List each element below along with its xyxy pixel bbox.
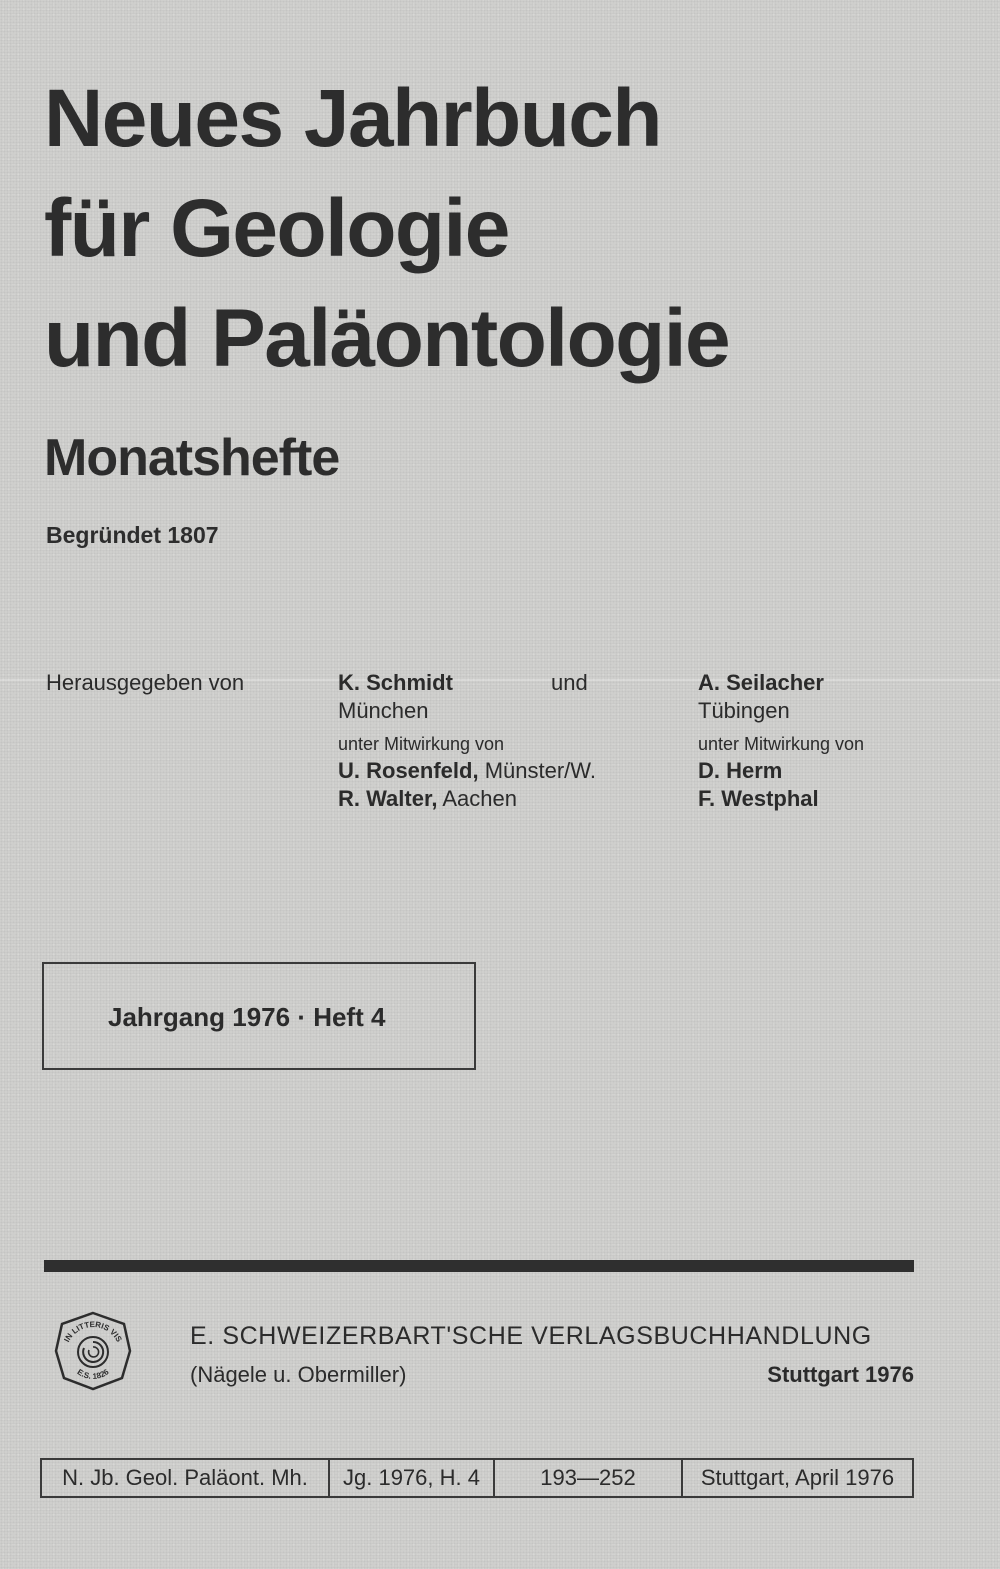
collaborator-name: U. Rosenfeld, xyxy=(338,758,479,783)
journal-subtitle: Monatshefte xyxy=(44,429,340,487)
citation-volume: Jg. 1976, H. 4 xyxy=(330,1460,495,1496)
publisher-subtitle: (Nägele u. Obermiller) xyxy=(190,1362,407,1387)
journal-title-line-3: und Paläontologie xyxy=(44,293,730,384)
left-collaborator-1 xyxy=(338,758,596,784)
citation-pages: 193—252 xyxy=(495,1460,683,1496)
publisher-place-year: Stuttgart 1976 xyxy=(767,1362,914,1387)
left-collaborator-2 xyxy=(338,786,517,812)
publisher-name: E. SCHWEIZERBART'SCHE VERLAGSBUCHHANDLUNG xyxy=(190,1322,872,1350)
svg-text:E.S. 1826: E.S. 1826 xyxy=(75,1367,111,1381)
editor-right-name: A. Seilacher xyxy=(698,670,824,695)
collaborator-place: Aachen xyxy=(437,786,517,811)
divider-rule xyxy=(44,1260,914,1272)
issue-box xyxy=(42,962,476,1070)
citation-place-date: Stuttgart, April 1976 xyxy=(700,1465,895,1490)
editors-intro: Herausgegeben von xyxy=(46,670,245,695)
publisher-seal-icon xyxy=(52,1310,134,1392)
collaborator-name: R. Walter, xyxy=(338,786,438,811)
svg-text:IN LITTERIS VIS: IN LITTERIS VIS xyxy=(62,1319,124,1344)
citation-journal: N. Jb. Geol. Paläont. Mh. xyxy=(42,1460,330,1496)
right-collab-label: unter Mitwirkung von xyxy=(698,734,865,754)
editor-left-name: K. Schmidt xyxy=(338,670,453,695)
journal-title-line-1: Neues Jahrbuch xyxy=(44,73,661,164)
right-collaborator-2: F. Westphal xyxy=(698,786,819,811)
founded-year: Begründet 1807 xyxy=(46,522,219,548)
right-collaborator-1: D. Herm xyxy=(698,758,783,783)
journal-title-line-2: für Geologie xyxy=(44,183,509,274)
editor-left-city: München xyxy=(338,698,429,723)
editor-right-city: Tübingen xyxy=(698,698,790,723)
editors-and: und xyxy=(551,670,588,695)
citation-table xyxy=(40,1458,914,1498)
left-collab-label: unter Mitwirkung von xyxy=(338,734,505,754)
issue-label: Jahrgang 1976 · Heft 4 xyxy=(108,1002,386,1032)
collaborator-place: Münster/W. xyxy=(478,758,596,783)
